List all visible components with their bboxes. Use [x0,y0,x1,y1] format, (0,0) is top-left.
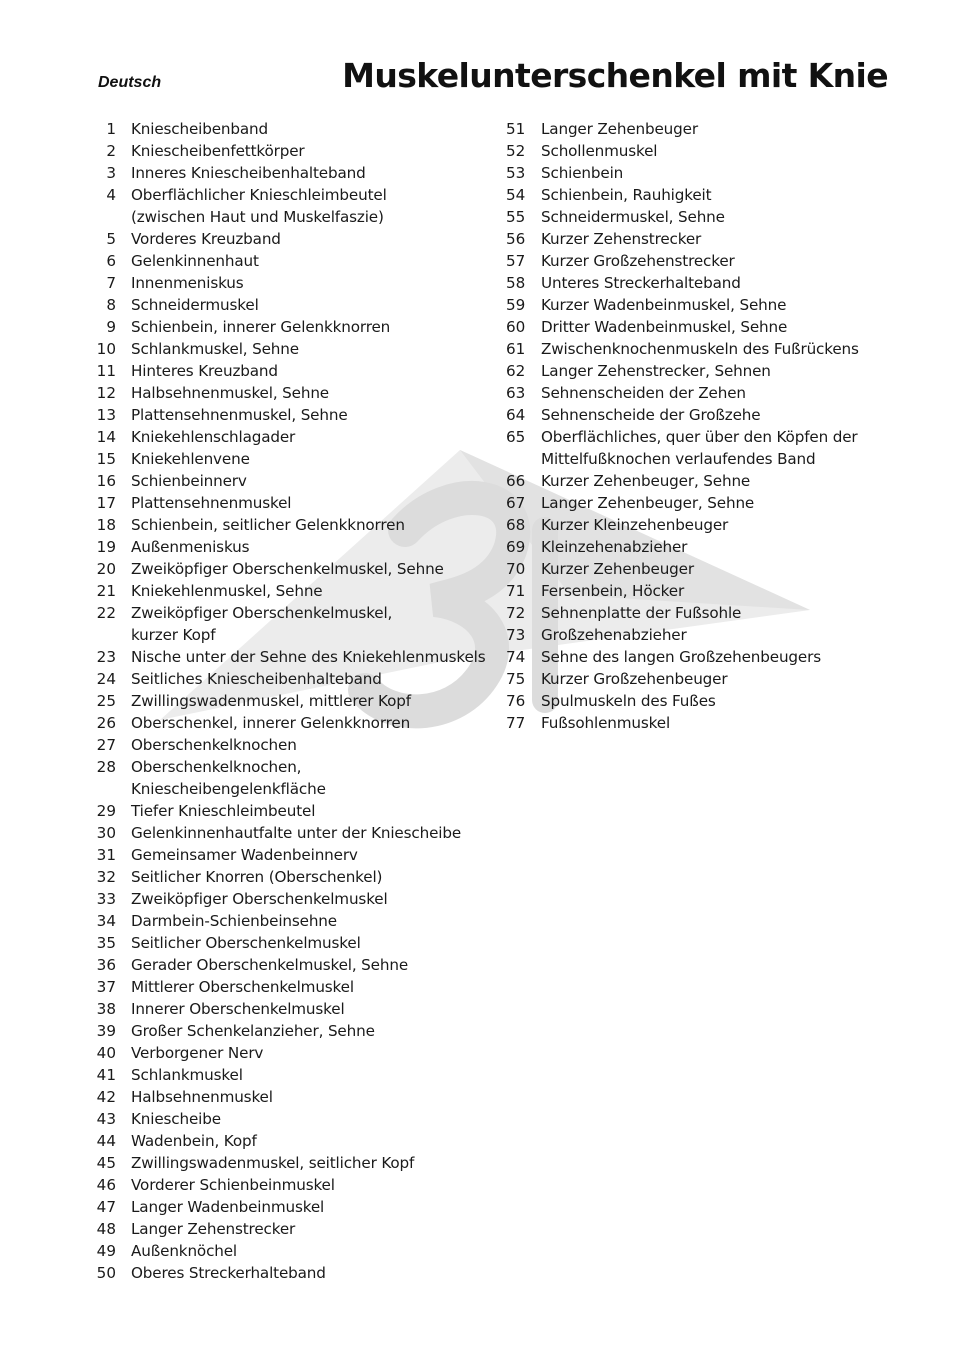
legend-item [96,1086,496,1108]
language-label: Deutsch [98,74,162,91]
legend-label: Kurzer Zehenbeuger [541,560,694,578]
legend-label: Kniekehlenmuskel, Sehne [131,582,323,600]
legend-number: 22 [96,604,116,622]
legend-number: 58 [506,274,526,292]
legend-label: Kniescheibe [131,1110,221,1128]
legend-number: 7 [106,274,116,292]
legend-number: 10 [96,340,116,358]
legend-item [506,558,886,580]
legend-number: 64 [506,406,526,424]
legend-item [96,118,496,140]
legend-item [96,844,496,866]
legend-number: 53 [506,164,526,182]
legend-number: 48 [96,1220,116,1238]
legend-number: 70 [506,560,526,578]
legend-number: 17 [96,494,116,512]
legend-label: Halbsehnenmuskel, Sehne [131,384,329,402]
legend-item [96,558,496,580]
legend-label: Großzehenabzieher [541,626,687,644]
legend-item [96,734,496,756]
legend-number: 5 [106,230,116,248]
legend-label: Schienbein [541,164,624,182]
legend-number: 20 [96,560,116,578]
legend-number: 8 [106,296,116,314]
legend-number: 57 [506,252,526,270]
legend-number: 77 [506,714,526,732]
legend-item [96,294,496,316]
legend-item [96,162,496,184]
legend-item [96,866,496,888]
legend-number: 18 [96,516,116,534]
legend-item [506,712,886,734]
legend-number: 54 [506,186,526,204]
legend-number: 73 [506,626,526,644]
legend-number: 30 [96,824,116,842]
legend-item [96,800,496,822]
legend-item [96,1174,496,1196]
legend-item [506,162,886,184]
legend-label: Schlankmuskel, Sehne [131,340,299,358]
legend-label: Fußsohlenmuskel [541,714,671,732]
legend-item [96,426,496,448]
legend-label: Inneres Kniescheibenhalteband [131,164,366,182]
legend-number: 40 [96,1044,116,1062]
legend-number: 74 [506,648,526,666]
legend-label: Kniescheibenband [131,120,269,138]
legend-item [506,492,886,514]
legend-label: Tiefer Knieschleimbeutel [131,802,316,820]
legend-item [506,184,886,206]
legend-number: 68 [506,516,526,534]
legend-item [96,954,496,976]
legend-label: Kurzer Kleinzehenbeuger [541,516,729,534]
legend-label: Kniekehlenvene [131,450,250,468]
legend-label: Zwischenknochenmuskeln des Fußrückens [541,340,859,358]
legend-item [96,1152,496,1174]
legend-item [506,338,886,360]
legend-number: 9 [106,318,116,336]
legend-item [96,360,496,382]
legend-number: 76 [506,692,526,710]
legend-label: Seitlicher Oberschenkelmuskel [131,934,361,952]
legend-item [96,1020,496,1042]
legend-number: 69 [506,538,526,556]
legend-item [506,294,886,316]
legend-number: 12 [96,384,116,402]
legend-label: Wadenbein, Kopf [131,1132,257,1150]
legend-item [96,492,496,514]
legend-label: Schlankmuskel [131,1066,243,1084]
legend-label: Langer Zehenstrecker [131,1220,296,1238]
legend-number: 23 [96,648,116,666]
legend-item [506,118,886,140]
legend-number: 71 [506,582,526,600]
legend-label: Plattensehnenmuskel, Sehne [131,406,348,424]
legend-item [96,514,496,536]
legend-label: Kniescheibenfettkörper [131,142,305,160]
legend-item [506,382,886,404]
legend-number: 13 [96,406,116,424]
legend-item [96,316,496,338]
legend-number: 59 [506,296,526,314]
legend-number: 24 [96,670,116,688]
legend-item [506,360,886,382]
legend-label: Gelenkinnenhautfalte unter der Kniescheibe [131,824,462,842]
legend-number: 52 [506,142,526,160]
legend-item [96,976,496,998]
legend-item [96,690,496,712]
legend-number: 56 [506,230,526,248]
legend-number: 21 [96,582,116,600]
legend-label: Oberschenkelknochen, Kniescheibengelenkfläche [131,758,326,798]
legend-label: Schienbein, seitlicher Gelenkknorren [131,516,405,534]
legend-item [96,470,496,492]
legend-label: Sehnenscheide der Großzehe [541,406,761,424]
legend-label: Sehne des langen Großzehenbeugers [541,648,821,666]
legend-number: 27 [96,736,116,754]
legend-item [96,228,496,250]
legend-item [96,580,496,602]
legend-label: Spulmuskeln des Fußes [541,692,716,710]
legend-column-left [96,118,496,1284]
legend-number: 72 [506,604,526,622]
legend-number: 43 [96,1110,116,1128]
legend-item [96,668,496,690]
legend-number: 37 [96,978,116,996]
legend-label: Kurzer Großzehenbeuger [541,670,728,688]
legend-label: Sehnenscheiden der Zehen [541,384,746,402]
legend-label: Langer Zehenstrecker, Sehnen [541,362,771,380]
legend-label: Schollenmuskel [541,142,658,160]
legend-item [506,470,886,492]
legend-label: Schienbeinnerv [131,472,247,490]
legend-label: Langer Zehenbeuger [541,120,698,138]
legend-label: Kleinzehenabzieher [541,538,688,556]
legend-number: 65 [506,428,526,446]
legend-item [96,536,496,558]
legend-number: 4 [106,186,116,204]
legend-number: 51 [506,120,526,138]
legend-item [96,448,496,470]
legend-item [96,712,496,734]
legend-label: Oberschenkelknochen [131,736,297,754]
legend-item [506,668,886,690]
legend-item [96,1240,496,1262]
legend-label: Innenmeniskus [131,274,244,292]
legend-item [96,382,496,404]
legend-label: Großer Schenkelanzieher, Sehne [131,1022,375,1040]
legend-label: Seitliches Kniescheibenhalteband [131,670,382,688]
legend-label: Zweiköpfiger Oberschenkelmuskel [131,890,388,908]
legend-item [506,404,886,426]
legend-number: 19 [96,538,116,556]
legend-label: Langer Zehenbeuger, Sehne [541,494,755,512]
legend-label: Kurzer Wadenbeinmuskel, Sehne [541,296,787,314]
legend-item [506,624,886,646]
legend-label: Kurzer Großzehenstrecker [541,252,735,270]
legend-item [506,580,886,602]
legend-label: Vorderes Kreuzband [131,230,281,248]
legend-number: 50 [96,1264,116,1282]
legend-number: 26 [96,714,116,732]
legend-label: Dritter Wadenbeinmuskel, Sehne [541,318,788,336]
legend-item [506,206,886,228]
legend-label: Sehnenplatte der Fußsohle [541,604,742,622]
legend-item [96,1108,496,1130]
legend-number: 14 [96,428,116,446]
legend-label: Gerader Oberschenkelmuskel, Sehne [131,956,409,974]
legend-number: 38 [96,1000,116,1018]
legend-item [506,250,886,272]
legend-number: 3 [106,164,116,182]
legend-number: 32 [96,868,116,886]
legend-label: Gemeinsamer Wadenbeinnerv [131,846,358,864]
legend-item [506,690,886,712]
legend-label: Oberschenkel, innerer Gelenkknorren [131,714,411,732]
legend-item [506,646,886,668]
legend-label: Unteres Streckerhalteband [541,274,741,292]
legend-label: Innerer Oberschenkelmuskel [131,1000,345,1018]
legend-item [96,1262,496,1284]
legend-number: 34 [96,912,116,930]
legend-number: 62 [506,362,526,380]
legend-number: 46 [96,1176,116,1194]
legend-item [506,536,886,558]
legend-label: Seitlicher Knorren (Oberschenkel) [131,868,383,886]
legend-item [506,140,886,162]
legend-number: 60 [506,318,526,336]
legend-item [96,910,496,932]
legend-item [96,1130,496,1152]
legend-label: Zweiköpfiger Oberschenkelmuskel, Sehne [131,560,444,578]
legend-item [96,822,496,844]
legend-item [96,184,496,228]
legend-label: Halbsehnenmuskel [131,1088,273,1106]
legend-label: Vorderer Schienbeinmuskel [131,1176,335,1194]
legend-number: 41 [96,1066,116,1084]
legend-item [506,228,886,250]
legend-item [96,998,496,1020]
legend-label: Hinteres Kreuzband [131,362,278,380]
legend-label: Langer Wadenbeinmuskel [131,1198,325,1216]
legend-item [96,272,496,294]
legend-number: 55 [506,208,526,226]
legend-label: Gelenkinnenhaut [131,252,259,270]
legend-label: Zwillingswadenmuskel, seitlicher Kopf [131,1154,415,1172]
legend-item [96,888,496,910]
legend-number: 15 [96,450,116,468]
legend-number: 2 [106,142,116,160]
legend-item [96,932,496,954]
legend-item [96,338,496,360]
legend-label: Oberflächliches, quer über den Köpfen der Mittelfußknochen verlaufendes Band [541,428,858,468]
legend-item [506,272,886,294]
legend-item [96,404,496,426]
legend-item [96,1064,496,1086]
legend-label: Schienbein, Rauhigkeit [541,186,712,204]
legend-number: 35 [96,934,116,952]
legend-label: Verborgener Nerv [131,1044,264,1062]
legend-number: 49 [96,1242,116,1260]
legend-label: Zwillingswadenmuskel, mittlerer Kopf [131,692,411,710]
legend-number: 16 [96,472,116,490]
legend-number: 67 [506,494,526,512]
legend-number: 75 [506,670,526,688]
legend-item [96,1218,496,1240]
legend-label: Schienbein, innerer Gelenkknorren [131,318,391,336]
legend-item [96,140,496,162]
legend-number: 1 [106,120,116,138]
legend-label: Kniekehlenschlagader [131,428,296,446]
legend-number: 44 [96,1132,116,1150]
legend-label: Oberflächlicher Knieschleimbeutel (zwischen Haut und Muskelfaszie) [131,186,387,226]
legend-label: Kurzer Zehenstrecker [541,230,702,248]
legend-number: 63 [506,384,526,402]
legend-item [96,1042,496,1064]
legend-number: 29 [96,802,116,820]
legend-item [506,602,886,624]
legend-number: 42 [96,1088,116,1106]
legend-number: 39 [96,1022,116,1040]
legend-item [96,646,496,668]
legend-label: Schneidermuskel [131,296,259,314]
legend-column-right [506,118,886,734]
legend-label: Außenknöchel [131,1242,238,1260]
legend-item [96,1196,496,1218]
legend-item [506,514,886,536]
legend-number: 47 [96,1198,116,1216]
legend-label: Schneidermuskel, Sehne [541,208,725,226]
legend-item [96,250,496,272]
legend-number: 11 [96,362,116,380]
page-title: Muskelunterschenkel mit Knie [342,56,888,95]
legend-number: 6 [106,252,116,270]
legend-label: Nische unter der Sehne des Kniekehlenmuskels [131,648,486,666]
legend-item [506,426,886,470]
legend-number: 25 [96,692,116,710]
legend-item [506,316,886,338]
legend-number: 66 [506,472,526,490]
legend-number: 61 [506,340,526,358]
legend-number: 31 [96,846,116,864]
legend-item [96,756,496,800]
legend-label: Oberes Streckerhalteband [131,1264,326,1282]
legend-item [96,602,496,646]
legend-number: 33 [96,890,116,908]
legend-number: 28 [96,758,116,776]
legend-number: 45 [96,1154,116,1172]
legend-label: Kurzer Zehenbeuger, Sehne [541,472,751,490]
legend-label: Mittlerer Oberschenkelmuskel [131,978,354,996]
legend-label: Plattensehnenmuskel [131,494,292,512]
legend-label: Außenmeniskus [131,538,250,556]
legend-label: Darmbein-Schienbeinsehne [131,912,337,930]
legend-number: 36 [96,956,116,974]
legend-label: Fersenbein, Höcker [541,582,685,600]
legend-label: Zweiköpfiger Oberschenkelmuskel, kurzer Kopf [131,604,393,644]
